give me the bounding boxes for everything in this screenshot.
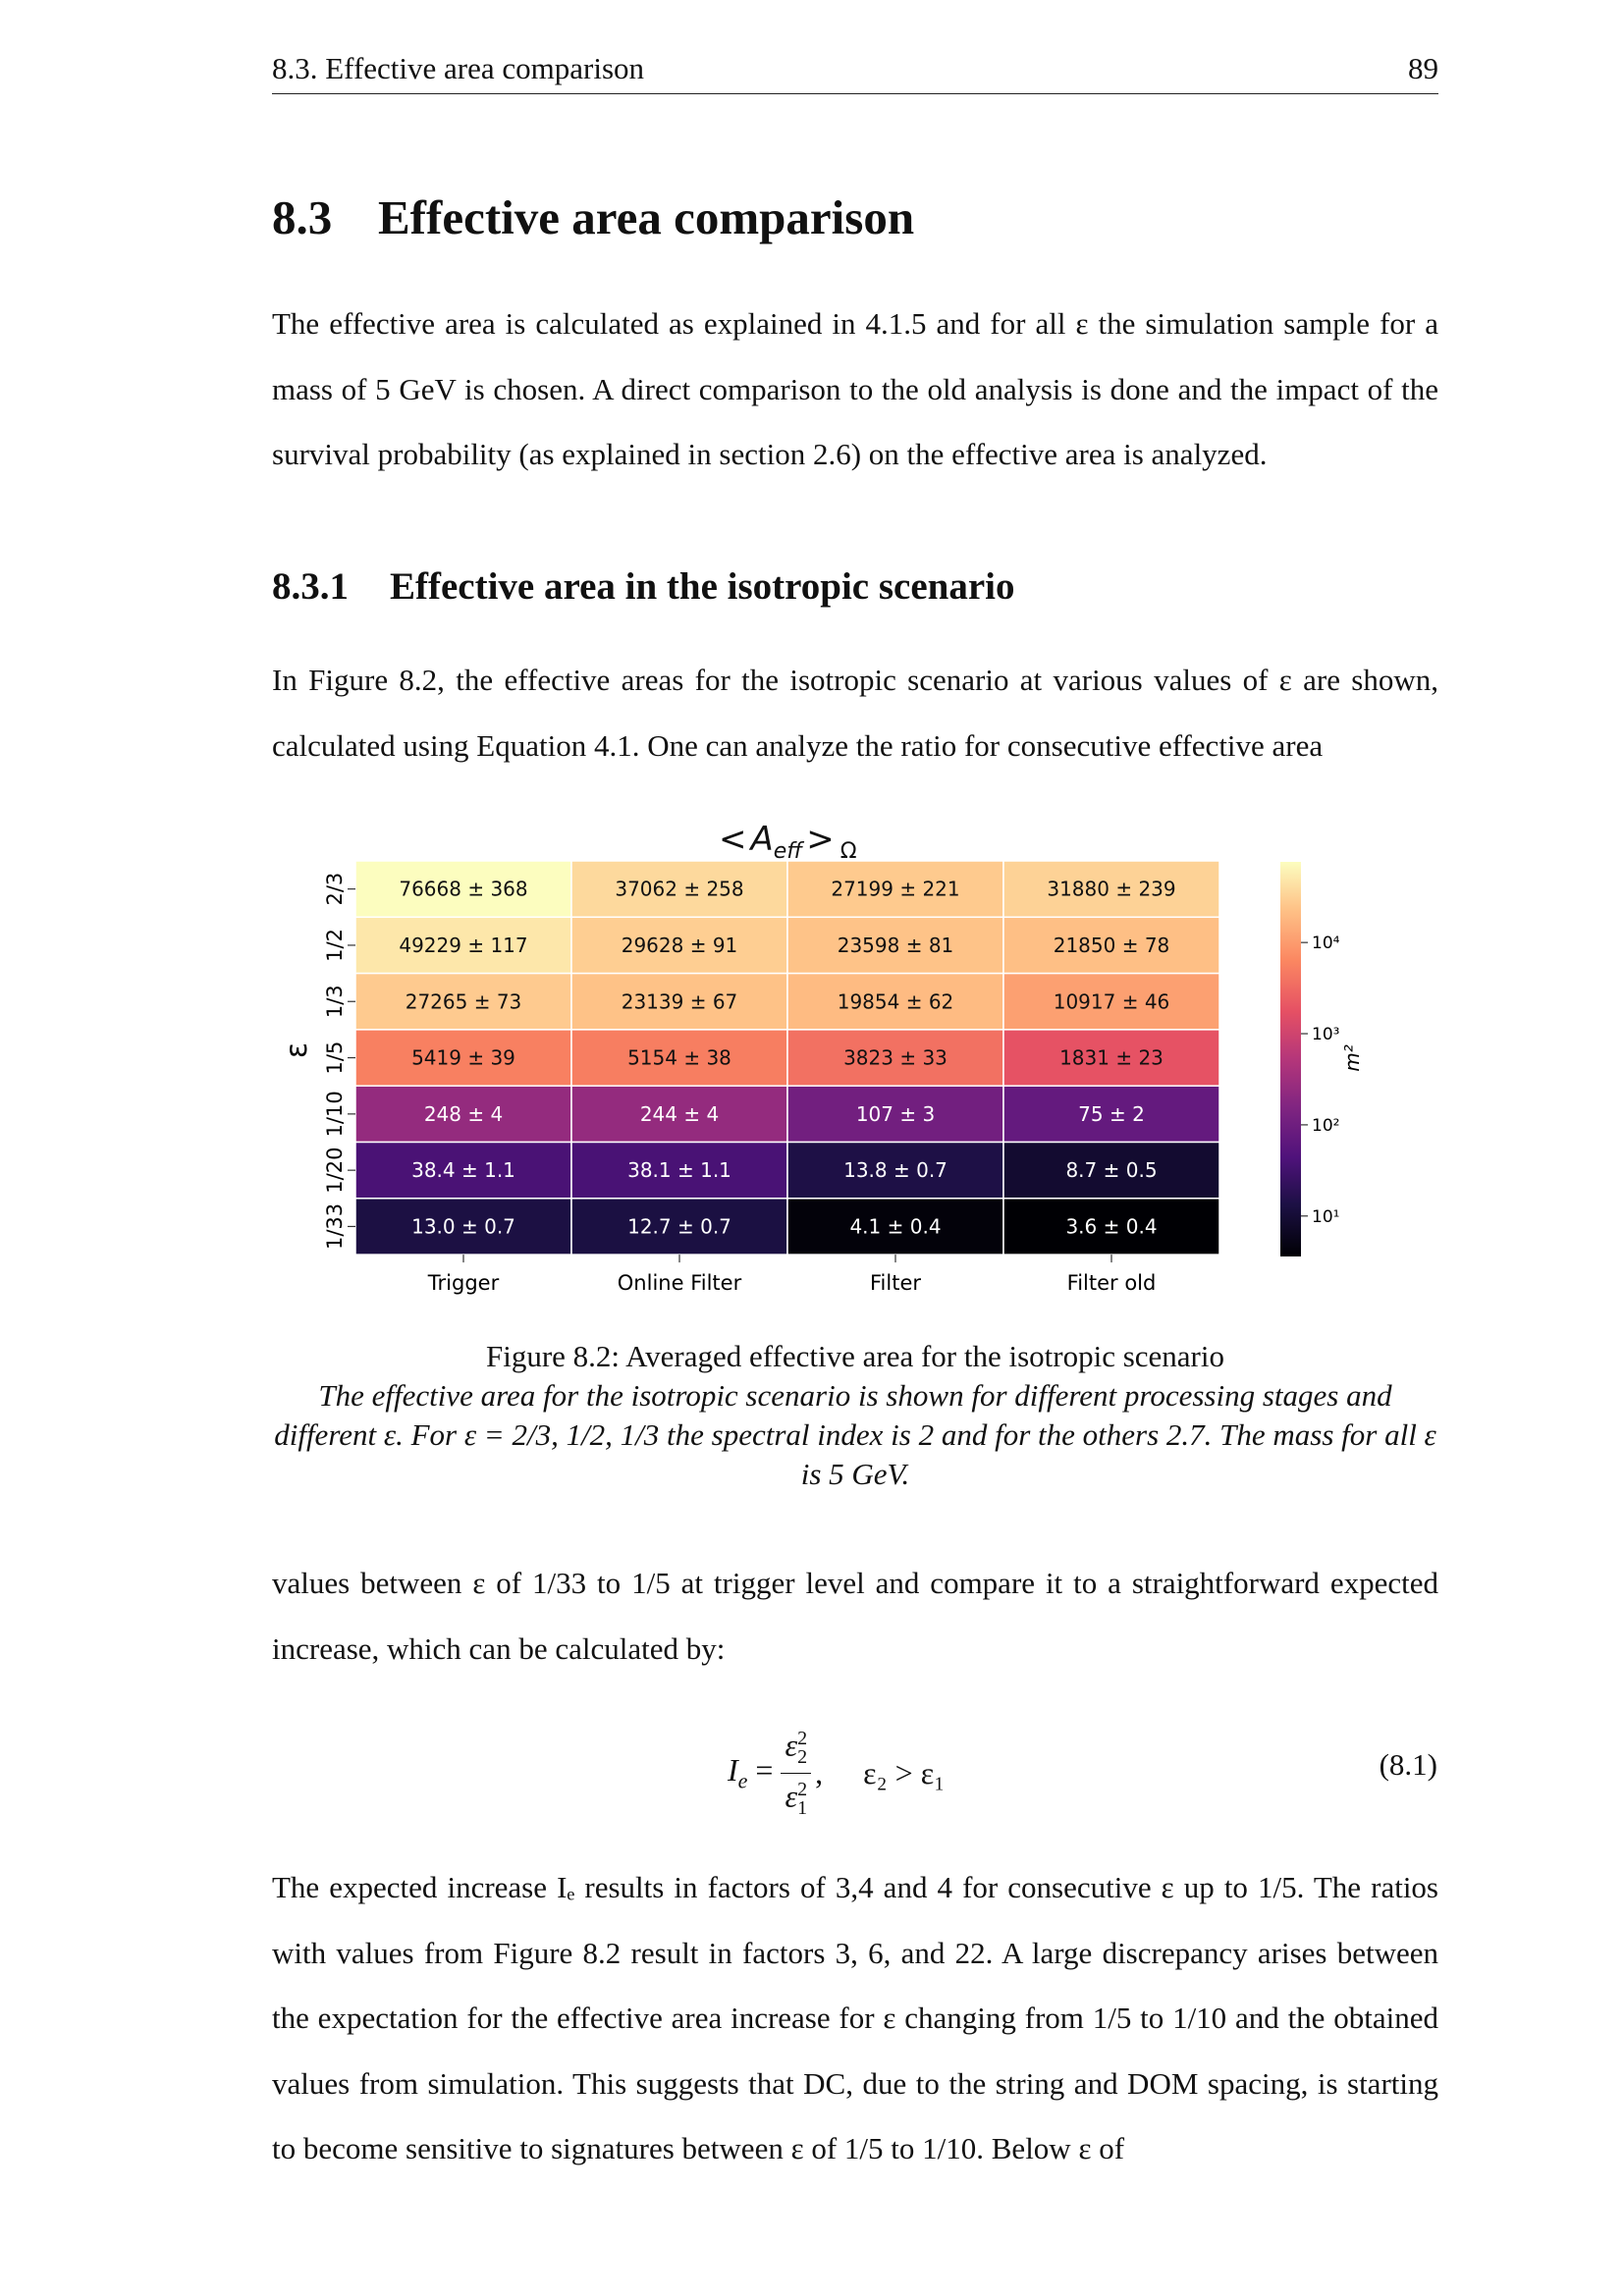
colorbar-label: m² <box>1340 1044 1364 1072</box>
header-section: 8.3. Effective area comparison <box>272 51 645 85</box>
row-tick-label: 2/3 <box>323 872 347 906</box>
heatmap-cell-label: 5419 ± 39 <box>411 1045 515 1070</box>
heatmap-cell-label: 31880 ± 239 <box>1047 877 1176 901</box>
heatmap-cell-label: 49229 ± 117 <box>399 933 528 957</box>
heatmap-cell-label: 75 ± 2 <box>1078 1101 1145 1126</box>
column-tick-label: Trigger <box>427 1271 500 1296</box>
equation-number: (8.1) <box>1379 1747 1437 1782</box>
heatmap-cell-label: 10917 ± 46 <box>1053 989 1170 1014</box>
row-tick-label: 1/33 <box>323 1202 347 1251</box>
heatmap-cell-label: 29628 ± 91 <box>621 933 738 957</box>
row-tick-label: 1/2 <box>323 929 347 962</box>
colorbar <box>1280 862 1301 1256</box>
heatmap-cell-label: 38.4 ± 1.1 <box>411 1158 515 1183</box>
paragraph-intro: The effective area is calculated as explained in 4.1.5 and for all ε the simulation sample for a mass of 5 GeV is chosen. A direct comparison to the old analysis is done and the impact of the survival probability (as explained in section 2.6) on the effective area is analyzed. <box>272 306 1438 471</box>
heatmap-cell-label: 8.7 ± 0.5 <box>1065 1158 1158 1183</box>
row-tick-label: 1/3 <box>323 985 347 1019</box>
colorbar-tick-label: 10⁴ <box>1312 934 1340 954</box>
page-number: 89 <box>1408 51 1438 85</box>
figure-caption-label: Figure 8.2: Averaged effective area for the isotropic scenario <box>485 1339 1224 1373</box>
row-tick-label: 1/20 <box>323 1147 347 1194</box>
heatmap-cell-label: 23139 ± 67 <box>621 989 738 1014</box>
heatmap-cell-label: 76668 ± 368 <box>399 877 528 901</box>
paragraph-discussion: The expected increase Iₑ results in factors of 3,4 and 4 for consecutive ε up to 1/5. The ratios with values from Figure 8.2 result in factors 3, 6, and 22. A large discrepancy arises between the expectation for the effective area increase for ε changing from 1/5 to 1/10 and the obtained values from simulation. This suggests that DC, due to the string and DOM spacing, is starting to become sensitive to signatures between ε of 1/5 to 1/10. Below ε of <box>272 1870 1438 2165</box>
y-axis-label: ε <box>280 1041 314 1059</box>
paragraph-figure-ref: In Figure 8.2, the effective areas for the isotropic scenario at various values of ε are shown, calculated using Equation 4.1. One can analyze the ratio for consecutive effective area <box>272 663 1438 763</box>
colorbar-tick-label: 10² <box>1312 1115 1340 1136</box>
equation-condition: ε₂ > ε₁ <box>863 1755 946 1791</box>
equation-8-1: $I_e$ = $\varepsilon^2_2$ , ε₂ > ε₁ $\varepsilon^2_1$ <box>727 1723 946 1824</box>
column-tick-label: Filter <box>869 1271 922 1296</box>
heatmap-cell-label: 13.8 ± 0.7 <box>843 1158 947 1183</box>
figure-caption-text: The effective area for the isotropic scenario is shown for different processing stages and different ε. For ε = 2/3, 1/2, 1/3 the spectral index is 2 and for the others 2.7. The mass for all ε is 5 GeV. <box>274 1378 1436 1491</box>
heatmap-cell-label: 19854 ± 62 <box>837 989 954 1014</box>
colorbar-ticks <box>1301 934 1340 1227</box>
heatmap-cell-label: 23598 ± 81 <box>837 933 954 957</box>
chart-title: < $A_{eff} > _\Omega$ <box>719 820 857 864</box>
heatmap-cell-label: 21850 ± 78 <box>1053 933 1170 957</box>
colorbar-tick-label: 10¹ <box>1312 1206 1340 1227</box>
subsection-title: Effective area in the isotropic scenario <box>390 565 1015 608</box>
heatmap-cell-label: 13.0 ± 0.7 <box>411 1214 515 1239</box>
heatmap-cell-label: 5154 ± 38 <box>627 1045 731 1070</box>
subsection-number: 8.3.1 <box>272 565 349 608</box>
heatmap-cell-label: 244 ± 4 <box>639 1101 720 1126</box>
heatmap-cell-label: 3823 ± 33 <box>843 1045 947 1070</box>
heatmap-cell-label: 1831 ± 23 <box>1059 1045 1164 1070</box>
row-tick-label: 1/5 <box>323 1041 347 1075</box>
column-tick-labels <box>427 1255 1157 1295</box>
row-tick-label: 1/10 <box>323 1091 347 1138</box>
heatmap-cell-label: 38.1 ± 1.1 <box>627 1158 731 1183</box>
heatmap-cell-label: 12.7 ± 0.7 <box>627 1214 731 1239</box>
row-tick-labels <box>323 873 355 1250</box>
column-tick-label: Online Filter <box>617 1271 742 1296</box>
heatmap-cell-label: 248 ± 4 <box>423 1101 504 1126</box>
heatmap-cell-label: 37062 ± 258 <box>615 877 744 901</box>
paragraph-before-equation: values between ε of 1/33 to 1/5 at trigger level and compare it to a straightforward expected increase, which can be calculated by: <box>272 1566 1438 1666</box>
heatmap-cell-label: 27199 ± 221 <box>831 877 960 901</box>
column-tick-label: Filter old <box>1066 1271 1157 1296</box>
section-number: 8.3 <box>272 190 333 244</box>
colorbar-tick-label: 10³ <box>1312 1025 1340 1045</box>
heatmap-cell-label: 4.1 ± 0.4 <box>849 1214 942 1239</box>
heatmap-cell-label: 107 ± 3 <box>855 1101 936 1126</box>
section-title: Effective area comparison <box>378 190 915 244</box>
heatmap-cell-label: 3.6 ± 0.4 <box>1065 1214 1158 1239</box>
heatmap-cell-label: 27265 ± 73 <box>405 989 522 1014</box>
